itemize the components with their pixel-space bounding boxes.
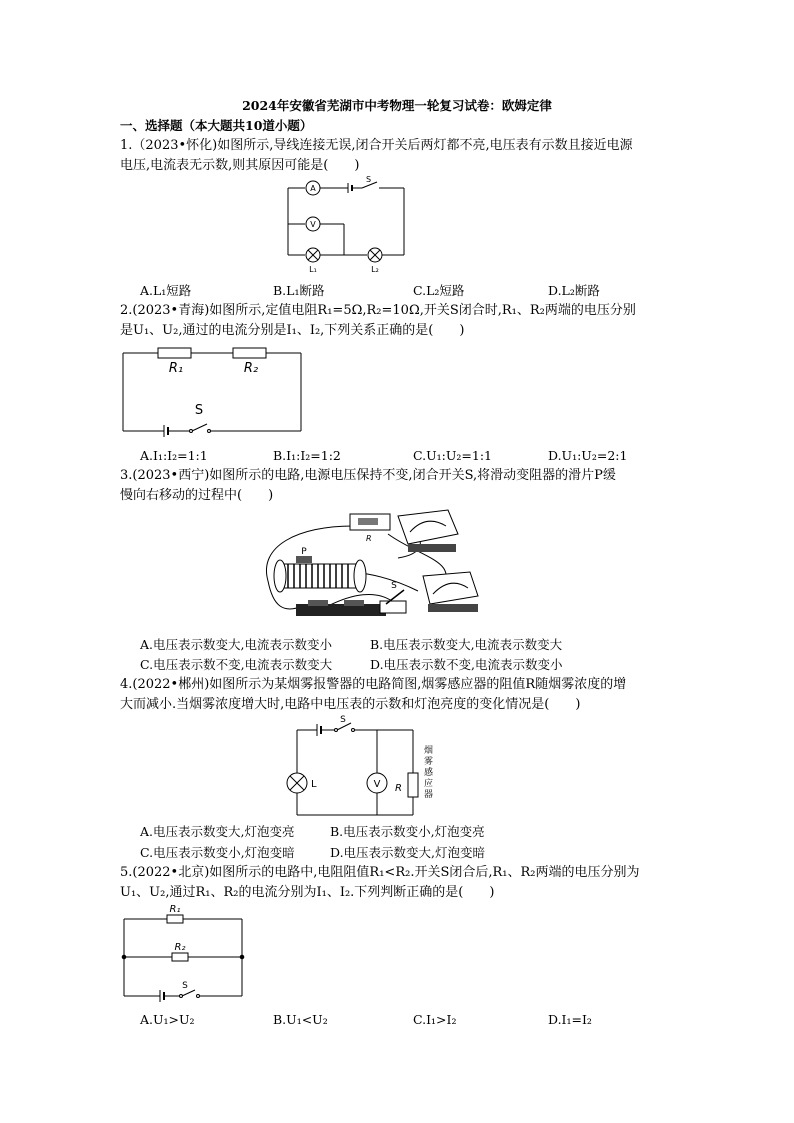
voltmeter-label: V	[310, 220, 316, 229]
ammeter-label: A	[310, 184, 316, 193]
question-2-line-2: 是U₁、U₂,通过的电流分别是I₁、I₂,下列关系正确的是( )	[120, 323, 465, 338]
question-4-line-1: 4.(2022•郴州)如图所示为某烟雾报警器的电路简图,烟雾感应器的阻值R随烟雾浓度的增	[120, 677, 627, 692]
question-1	[120, 136, 680, 176]
sensor-label: 烟雾感应器	[422, 745, 432, 800]
question-5-line-2: U₁、U₂,通过R₁、R₂的电流分别为I₁、I₂.下列判断正确的是( )	[120, 885, 495, 900]
option-d[interactable]: D.电压表示数变大,灯泡变暗	[330, 845, 486, 860]
option-d[interactable]: D.电压表示数不变,电流表示数变小	[370, 657, 563, 672]
r2-label: R₂	[243, 361, 259, 376]
voltmeter-label: V	[373, 779, 381, 790]
switch-label: S	[182, 981, 188, 991]
option-c[interactable]: C.L₂短路	[413, 283, 465, 298]
question-3-line-2: 慢向右移动的过程中( )	[120, 488, 274, 503]
option-a[interactable]: A.I₁:I₂=1:1	[140, 448, 208, 463]
option-d[interactable]: D.L₂断路	[548, 283, 600, 298]
option-c[interactable]: C.U₁:U₂=1:1	[413, 448, 492, 463]
circuit-diagram-5	[120, 903, 250, 1003]
circuit-diagram-2	[120, 346, 305, 441]
lamp-1-label: L₁	[309, 265, 317, 274]
option-b[interactable]: B.L₁断路	[273, 283, 325, 298]
option-b[interactable]: B.电压表示数变小,灯泡变亮	[330, 824, 485, 839]
option-a[interactable]: A.U₁>U₂	[140, 1012, 195, 1027]
switch-label: S	[391, 581, 397, 591]
question-5	[120, 863, 680, 903]
question-2	[120, 301, 680, 341]
question-3	[120, 466, 680, 506]
option-b[interactable]: B.电压表示数变大,电流表示数变大	[370, 637, 563, 652]
option-d[interactable]: D.I₁=I₂	[548, 1012, 592, 1027]
question-1-line-1: 1.（2023•怀化)如图所示,导线连接无误,闭合开关后两灯都不亮,电压表有示数且接近电源	[120, 138, 633, 153]
r2-label: R₂	[174, 942, 186, 953]
page-title: 2024年安徽省芜湖市中考物理一轮复习试卷：欧姆定律	[242, 98, 552, 113]
resistor-label: R	[395, 783, 402, 794]
question-1-line-2: 电压,电流表无示数,则其原因可能是( )	[120, 158, 360, 173]
r1-label: R₁	[168, 361, 184, 376]
lamp-label: L	[311, 779, 317, 790]
slider-label: P	[301, 547, 307, 557]
lamp-2-label: L₂	[371, 265, 379, 274]
option-b[interactable]: B.U₁<U₂	[273, 1012, 328, 1027]
question-3-line-1: 3.(2023•西宁)如图所示的电路,电源电压保持不变,闭合开关S,将滑动变阻器的滑片P缓	[120, 468, 616, 483]
section-heading: 一、选择题（本大题共10道小题）	[120, 118, 313, 133]
option-a[interactable]: A.电压表示数变大,灯泡变亮	[140, 824, 295, 839]
circuit-photo-3	[258, 506, 508, 626]
resistor-label: R	[366, 534, 372, 543]
option-a[interactable]: A.电压表示数变大,电流表示数变小	[140, 637, 332, 652]
question-2-line-1: 2.(2023•青海)如图所示,定值电阻R₁=5Ω,R₂=10Ω,开关S闭合时,R₁、R₂两端的电压分别	[120, 303, 636, 318]
switch-label: S	[366, 175, 372, 184]
question-4	[120, 675, 680, 715]
switch-label: S	[340, 715, 346, 725]
option-c[interactable]: C.电压表示数变小,灯泡变暗	[140, 845, 295, 860]
circuit-diagram-4	[285, 715, 445, 820]
circuit-diagram-1	[280, 175, 410, 278]
question-5-line-1: 5.(2022•北京)如图所示的电路中,电阻阻值R₁<R₂.开关S闭合后,R₁、R₂两端的电压分别为	[120, 865, 640, 880]
option-d[interactable]: D.U₁:U₂=2:1	[548, 448, 628, 463]
question-4-line-2: 大而减小.当烟雾浓度增大时,电路中电压表的示数和灯泡亮度的变化情况是( )	[120, 697, 581, 712]
switch-label: S	[194, 403, 204, 418]
option-b[interactable]: B.I₁:I₂=1:2	[273, 448, 341, 463]
option-a[interactable]: A.L₁短路	[140, 283, 192, 298]
option-c[interactable]: C.电压表示数不变,电流表示数变大	[140, 657, 333, 672]
r1-label: R₁	[169, 904, 181, 915]
option-c[interactable]: C.I₁>I₂	[413, 1012, 457, 1027]
